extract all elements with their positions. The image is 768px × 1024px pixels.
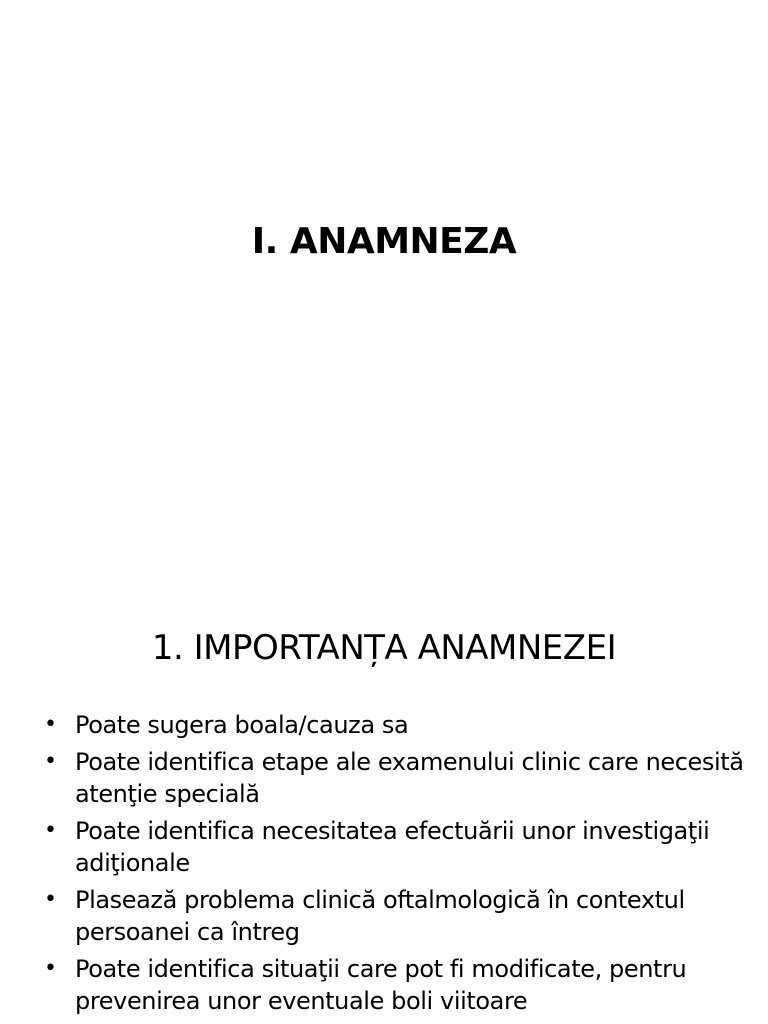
bullet-text: Poate identifica etape ale examenului clinic care necesită atenţie specială [75, 748, 744, 808]
bullet-dot-icon: • [44, 818, 57, 843]
bullet-dot-icon: • [44, 956, 57, 981]
bullet-dot-icon: • [44, 749, 57, 774]
section-title: 1. IMPORTANȚA ANAMNEZEI [151, 628, 617, 668]
bullet-text: Poate sugera boala/cauza sa [75, 711, 409, 739]
slide-importanta-anamnezei [0, 576, 768, 1024]
bullet-item [44, 953, 754, 1017]
bullet-dot-icon: • [44, 712, 57, 737]
bullet-item [44, 815, 754, 879]
bullet-text: Poate identifica necesitatea efectuării unor investigaţii adiţionale [75, 817, 710, 877]
slide-title: I. ANAMNEZA [251, 221, 517, 262]
bullet-text: Poate identifica situaţii care pot fi modificate, pentru prevenirea unor eventuale boli viitoare [75, 955, 687, 1015]
bullet-item [44, 709, 754, 741]
bullet-item [44, 884, 754, 948]
bullet-item [44, 746, 754, 810]
bullet-dot-icon: • [44, 887, 57, 912]
bullet-list [44, 709, 754, 1022]
bullet-text: Plasează problema clinică oftalmologică în contextul persoanei ca întreg [75, 886, 685, 946]
